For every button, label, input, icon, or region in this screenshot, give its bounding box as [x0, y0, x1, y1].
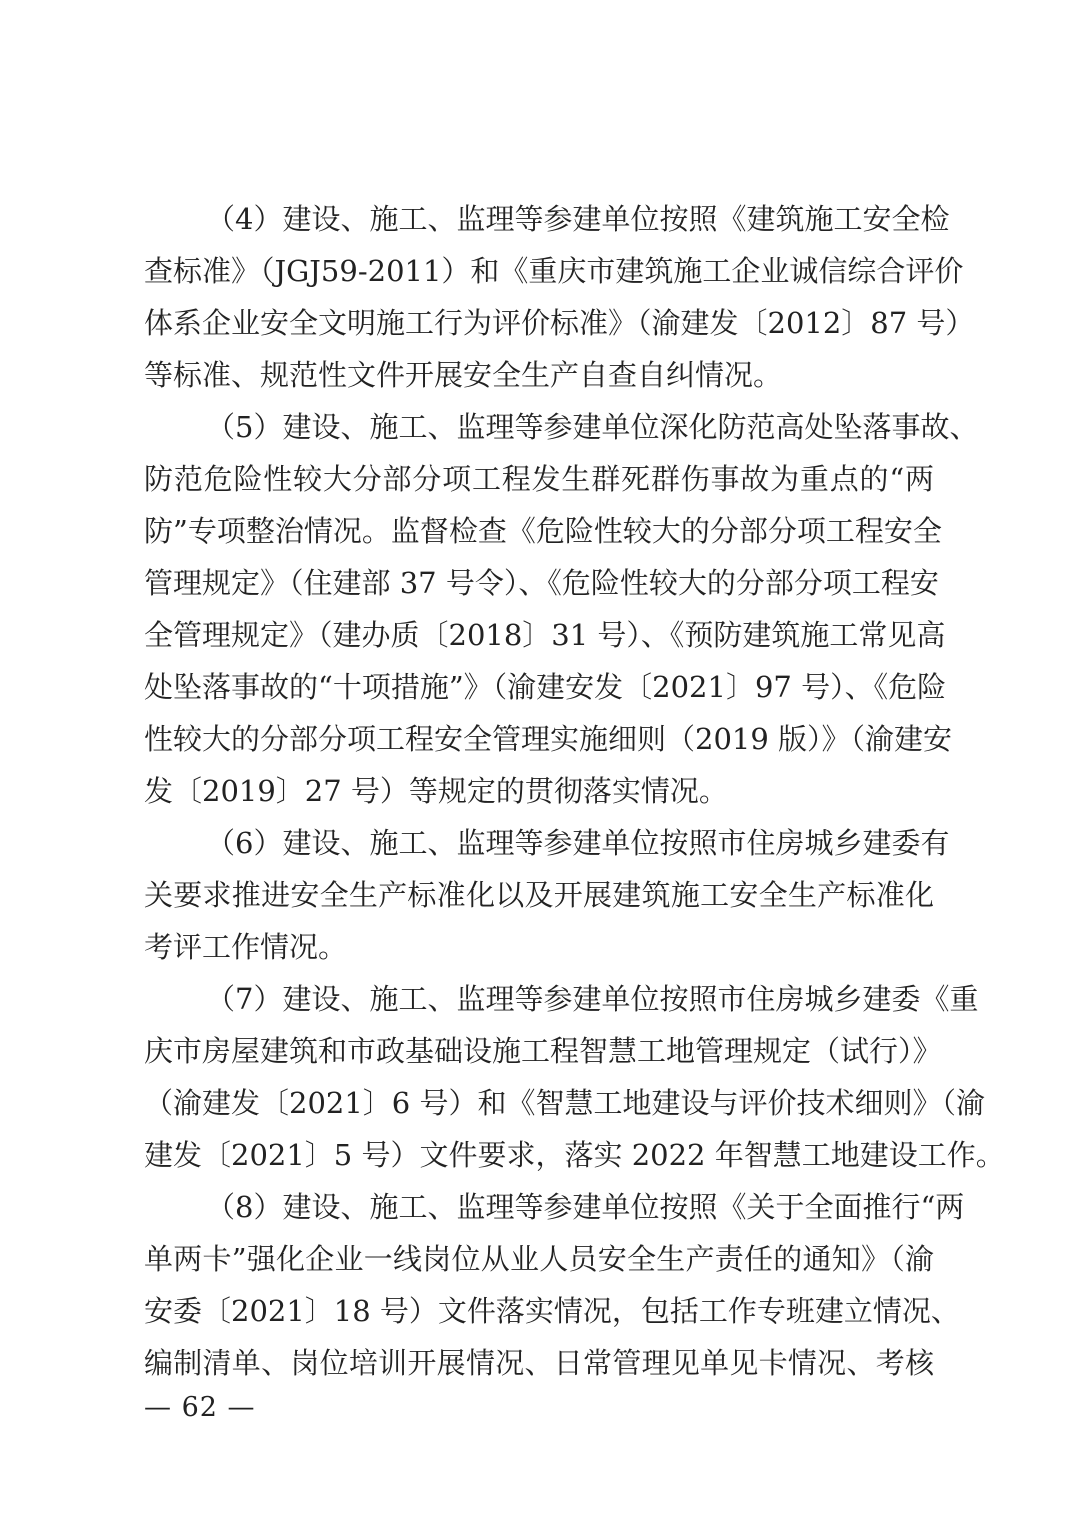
paragraph-8-line-1: （8）建设、施工、监理等参建单位按照《关于全面推行“两	[206, 1190, 965, 1224]
paragraph-4-line-1: （4）建设、施工、监理等参建单位按照《建筑施工安全检	[206, 202, 950, 236]
paragraph-4-line-4: 等标准、规范性文件开展安全生产自查自纠情况。	[144, 358, 783, 392]
paragraph-6-line-3: 考评工作情况。	[144, 930, 348, 964]
paragraph-5-line-4: 管理规定》（住建部 37 号令）、《危险性较大的分部分项工程安	[144, 566, 939, 600]
paragraph-8-line-2: 单两卡”强化企业一线岗位从业人员安全生产责任的通知》（渝	[144, 1242, 934, 1276]
paragraph-4-line-2: 查标准》（JGJ59-2011）和《重庆市建筑施工企业诚信综合评价	[144, 254, 964, 288]
page-number: — 62 —	[144, 1392, 256, 1423]
paragraph-7-line-1: （7）建设、施工、监理等参建单位按照市住房城乡建委《重	[206, 982, 979, 1016]
paragraph-7-line-3: （渝建发〔2021〕6 号）和《智慧工地建设与评价技术细则》（渝	[144, 1086, 985, 1120]
paragraph-5-line-7: 性较大的分部分项工程安全管理实施细则（2019 版）》（渝建安	[144, 722, 953, 756]
paragraph-8-line-4: 编制清单、岗位培训开展情况、日常管理见单见卡情况、考核	[144, 1346, 934, 1380]
paragraph-5-line-8: 发〔2019〕27 号）等规定的贯彻落实情况。	[144, 774, 728, 808]
paragraph-7-line-4: 建发〔2021〕5 号）文件要求，落实 2022 年智慧工地建设工作。	[144, 1138, 1005, 1172]
paragraph-7-line-2: 庆市房屋建筑和市政基础设施工程智慧工地管理规定（试行）》	[144, 1034, 942, 1068]
paragraph-5-line-1: （5）建设、施工、监理等参建单位深化防范高处坠落事故、	[206, 410, 979, 444]
paragraph-5-line-6: 处坠落事故的“十项措施”》（渝建安发〔2021〕97 号）、《危险	[144, 670, 947, 704]
paragraph-8-line-3: 安委〔2021〕18 号）文件落实情况，包括工作专班建立情况、	[144, 1294, 960, 1328]
paragraph-5-line-5: 全管理规定》（建办质〔2018〕31 号）、《预防建筑施工常见高	[144, 618, 946, 652]
paragraph-4-line-3: 体系企业安全文明施工行为评价标准》（渝建发〔2012〕87 号）	[144, 306, 975, 340]
paragraph-6-line-1: （6）建设、施工、监理等参建单位按照市住房城乡建委有	[206, 826, 950, 860]
paragraph-5-line-3: 防”专项整治情况。监督检查《危险性较大的分部分项工程安全	[144, 514, 942, 548]
paragraph-5-line-2: 防范危险性较大分部分项工程发生群死群伤事故为重点的“两	[144, 462, 934, 496]
paragraph-6-line-2: 关要求推进安全生产标准化以及开展建筑施工安全生产标准化	[144, 878, 934, 912]
